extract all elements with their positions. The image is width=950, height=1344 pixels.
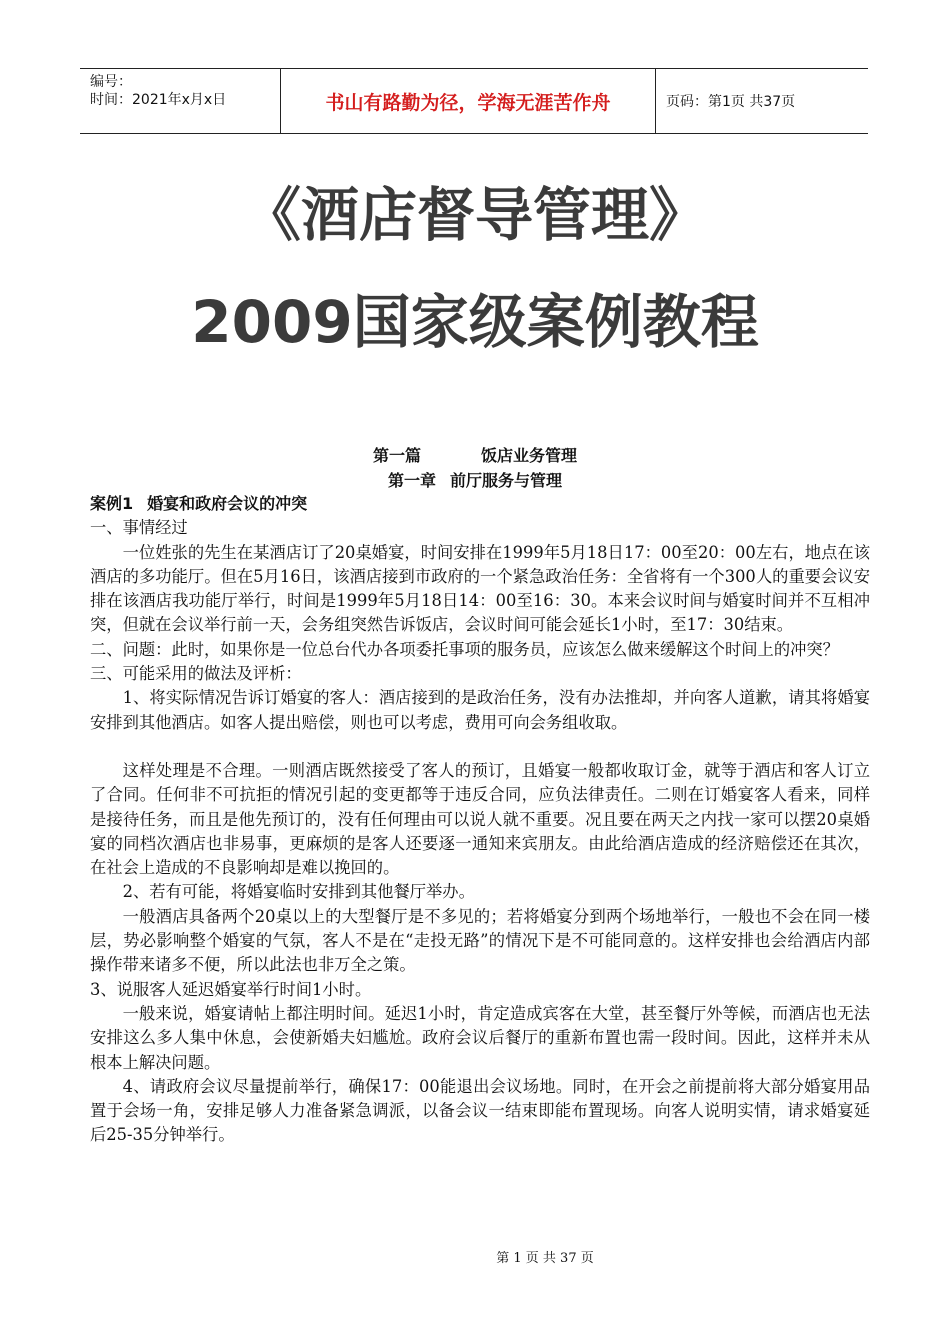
paragraph: 1、将实际情况告诉订婚宴的客人：酒店接到的是政治任务，没有办法推却，并向客人道歉，请其将婚宴安排到其他酒店。如客人提出赔偿，则也可以考虑，费用可向会务组收取。 xyxy=(90,688,870,732)
paragraph: 2、若有可能，将婚宴临时安排到其他餐厅举办。 xyxy=(122,882,475,902)
paragraph: 一位姓张的先生在某酒店订了20桌婚宴，时间安排在1999年5月18日17：00至20：00左右，地点在该酒店的多功能厅。但在5月16日，该酒店接到市政府的一个紧急政治任务：全省将有一个300人的重要会议安排在该酒店我功能厅举行，时间是1999年5月18日14：00至16：30。本来会议时间与婚宴时间并不互相冲突，但就在会议举行前一天，会务组突然告诉饭店，会议时间可能会延长1小时，至17：30结束。 xyxy=(90,542,870,635)
document-number-label: 编号： xyxy=(90,74,132,90)
case-name: 婚宴和政府会议的冲突 xyxy=(147,494,308,513)
paragraph: 一般酒店具备两个20桌以上的大型餐厅是不多见的；若将婚宴分到两个场地举行，一般也不会在同一楼层，势必影响整个婚宴的气氛，客人不是在“走投无路”的情况下是不可能同意的。这样安排也会给酒店内部操作带来诸多不便，所以此法也非万全之策。 xyxy=(90,906,870,975)
paragraph-spacer xyxy=(90,735,870,759)
paragraph: 一般来说，婚宴请帖上都注明时间。延迟1小时，肯定造成宾客在大堂，甚至餐厅外等候，而酒店也无法安排这么多人集中休息，会使新婚夫妇尴尬。政府会议后餐厅的重新布置也需一段时间。因此，这样并未从根本上解决问题。 xyxy=(90,1003,870,1072)
case-label: 案例1 xyxy=(90,494,134,513)
case-heading xyxy=(90,492,870,516)
part-heading xyxy=(0,443,950,466)
chapter-heading xyxy=(0,468,950,491)
paragraph: 这样处理是不合理。一则酒店既然接受了客人的预订，且婚宴一般都收取订金，就等于酒店和客人订立了合同。任何非不可抗拒的情况引起的变更都等于违反合同，应负法律责任。二则在订婚宴客人看来，同样是接待任务，而且是他先预订的，没有任何理由可以说人就不重要。况且要在两天之内找一家可以摆20桌婚宴的同档次酒店也非易事，更麻烦的是客人还要逐一通知来宾朋友。由此给酒店造成的经济赔偿还在其次，在社会上造成的不良影响却是难以挽回的。 xyxy=(90,760,870,878)
document-title-line-1: 《酒店督导管理》 xyxy=(242,181,707,249)
paragraph: 4、请政府会议尽量提前举行，确保17：00能退出会议场地。同时，在开会之前提前将大部分婚宴用品置于会场一角，安排足够人力准备紧急调派，以备会议一结束即能布置现场。向客人说明实情，请求婚宴延后25-35分钟举行。 xyxy=(90,1076,870,1145)
page-header xyxy=(80,68,868,134)
chapter-name: 前厅服务与管理 xyxy=(450,471,563,490)
header-motto-cell xyxy=(280,69,656,133)
header-meta xyxy=(80,69,280,133)
section-heading: 三、可能采用的做法及评析： xyxy=(90,664,302,684)
part-name: 饭店业务管理 xyxy=(481,446,578,465)
header-motto: 书山有路勤为径，学海无涯苦作舟 xyxy=(325,91,611,114)
header-page-info: 页码：第1页 共37页 xyxy=(666,94,796,110)
part-label: 第一篇 xyxy=(372,446,421,465)
section-heading: 一、事情经过 xyxy=(90,518,188,538)
page-footer: 第 1 页 共 37 页 xyxy=(496,1251,594,1266)
paragraph: 二、问题：此时，如果你是一位总台代办各项委托事项的服务员，应该怎么做来缓解这个时间上的冲突？ xyxy=(90,639,839,659)
document-body xyxy=(90,492,870,1148)
paragraph: 3、说服客人延迟婚宴举行时间1小时。 xyxy=(90,979,372,999)
document-date: 时间：2021年x月x日 xyxy=(90,92,227,108)
document-title-line-2: 2009国家级案例教程 xyxy=(191,288,759,356)
chapter-label: 第一章 xyxy=(387,471,436,490)
